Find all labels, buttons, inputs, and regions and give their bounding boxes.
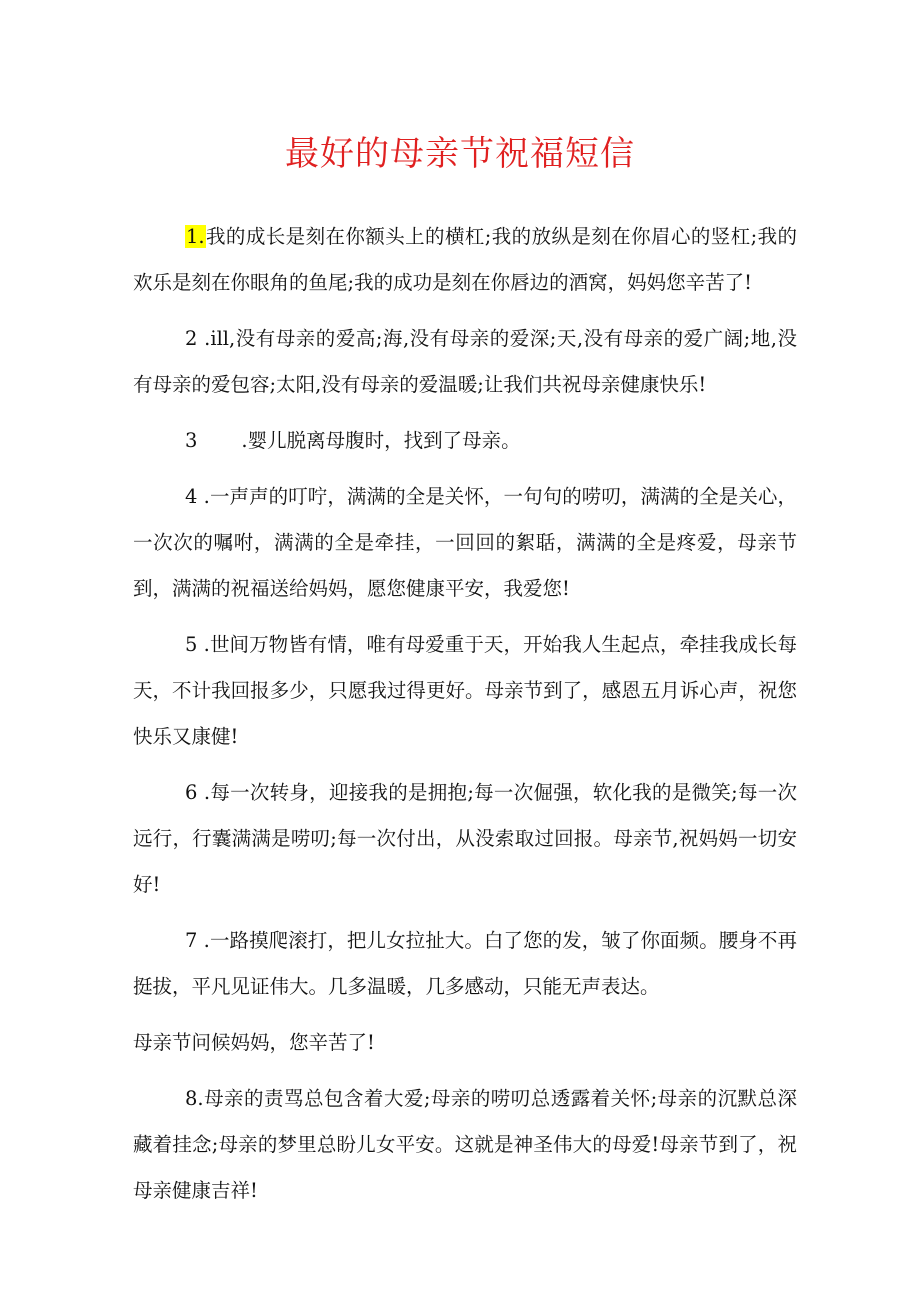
paragraph-number: 5 .: [185, 633, 210, 656]
paragraph-text: 母亲节问候妈妈，您辛苦了!: [133, 1031, 375, 1054]
paragraph-number: 2 .: [185, 327, 211, 350]
paragraph-8: [133, 1076, 797, 1214]
paragraph-text: .婴儿脱离母腹时，找到了母亲。: [241, 429, 521, 452]
paragraph-text: 母亲的责骂总包含着大爱;母亲的唠叨总透露着关怀;母亲的沉默总深藏着挂念;母亲的梦里总盼儿女平安。这就是神圣伟大的母爱!母亲节到了，祝母亲健康吉祥!: [133, 1087, 797, 1202]
document-body: [133, 214, 797, 1224]
paragraph-7-continued: [133, 1020, 797, 1066]
paragraph-3: [133, 418, 797, 464]
paragraph-number: 3: [185, 429, 198, 452]
paragraph-number: 4 .: [185, 485, 210, 508]
paragraph-number: 1.: [186, 225, 205, 248]
paragraph-2: [133, 316, 797, 408]
paragraph-6: [133, 770, 797, 908]
paragraph-text: 我的成长是刻在你额头上的横杠;我的放纵是刻在你眉心的竖杠;我的欢乐是刻在你眼角的鱼尾;我的成功是刻在你唇边的酒窝，妈妈您辛苦了!: [133, 225, 797, 294]
paragraph-1: [133, 214, 797, 306]
paragraph-text: 每一次转身，迎接我的是拥抱;每一次倔强，软化我的是微笑;每一次远行，行囊满满是唠叨;每一次付出，从没索取过回报。母亲节,祝妈妈一切安好!: [133, 781, 797, 896]
document-title: 最好的母亲节祝福短信: [285, 134, 635, 174]
paragraph-text: 一路摸爬滚打，把儿女拉扯大。白了您的发，皱了你面频。腰身不再挺拔，平凡见证伟大。几多温暖，几多感动，只能无声表达。: [133, 929, 797, 998]
paragraph-7: [133, 918, 797, 1010]
paragraph-text: ill,没有母亲的爱高;海,没有母亲的爱深;天,没有母亲的爱广阔;地,没有母亲的爱包容;太阳,没有母亲的爱温暖;让我们共祝母亲健康快乐!: [133, 327, 797, 396]
paragraph-number: 8.: [185, 1087, 204, 1110]
paragraph-number: 6 .: [185, 781, 211, 804]
paragraph-5: [133, 622, 797, 760]
paragraph-number: 7 .: [185, 929, 210, 952]
paragraph-4: [133, 474, 797, 612]
paragraph-text: 一声声的叮咛，满满的全是关怀，一句句的唠叨，满满的全是关心，一次次的嘱咐，满满的全是牵挂，一回回的絮聒，满满的全是疼爱，母亲节到，满满的祝福送给妈妈，愿您健康平安，我爱您!: [133, 485, 797, 600]
paragraph-text: 世间万物皆有情，唯有母爱重于天，开始我人生起点，牵挂我成长每天，不计我回报多少，只愿我过得更好。母亲节到了，感恩五月诉心声，祝您快乐又康健!: [133, 633, 797, 748]
